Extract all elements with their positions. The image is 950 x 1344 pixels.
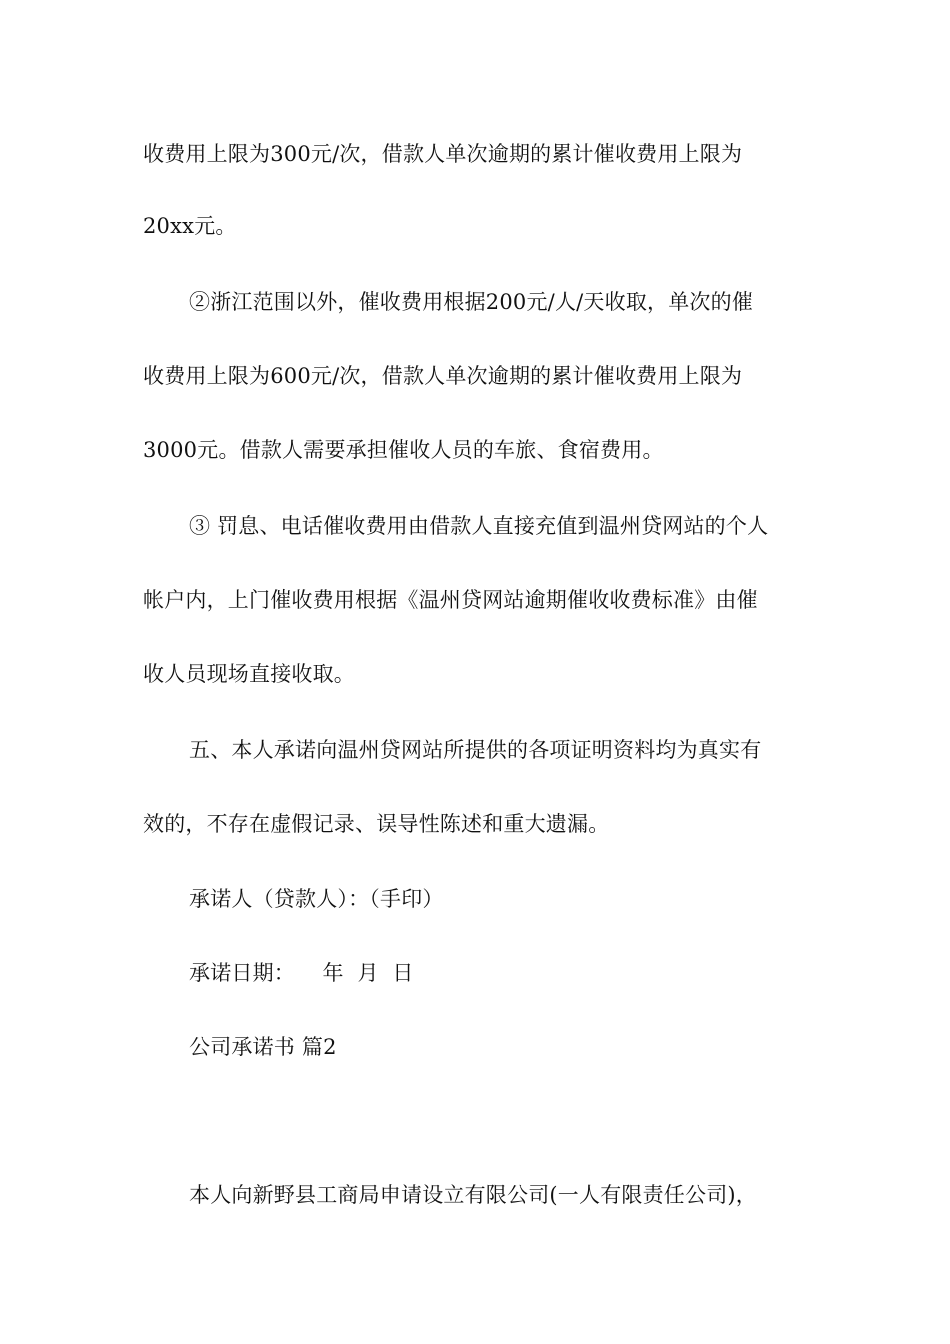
paragraph-line: 收人员现场直接收取。: [143, 662, 355, 686]
paragraph-line: 本人向新野县工商局申请设立有限公司(一人有限责任公司)，: [189, 1183, 757, 1207]
paragraph-line: 3000元。借款人需要承担催收人员的车旅、食宿费用。: [143, 438, 664, 462]
paragraph-line: ③ 罚息、电话催收费用由借款人直接充值到温州贷网站的个人: [189, 514, 769, 538]
paragraph-line: 收费用上限为600元/次，借款人单次逾期的累计催收费用上限为: [143, 364, 743, 388]
paragraph-line: ②浙江范围以外，催收费用根据200元/人/天收取，单次的催: [189, 290, 754, 314]
paragraph-line: 收费用上限为300元/次，借款人单次逾期的累计催收费用上限为: [143, 142, 743, 166]
paragraph-line: 帐户内，上门催收费用根据《温州贷网站逾期催收收费标准》由催: [143, 588, 758, 612]
date-line: 承诺日期： 年 月 日: [189, 961, 414, 985]
paragraph-line: 20xx元。: [143, 214, 237, 238]
paragraph-line: 效的，不存在虚假记录、误导性陈述和重大遗漏。: [143, 812, 610, 836]
paragraph-line: 五、本人承诺向温州贷网站所提供的各项证明资料均为真实有: [189, 738, 762, 762]
section-heading: 公司承诺书 篇2: [189, 1035, 337, 1059]
signatory-line: 承诺人（贷款人）：（手印）: [189, 887, 444, 911]
